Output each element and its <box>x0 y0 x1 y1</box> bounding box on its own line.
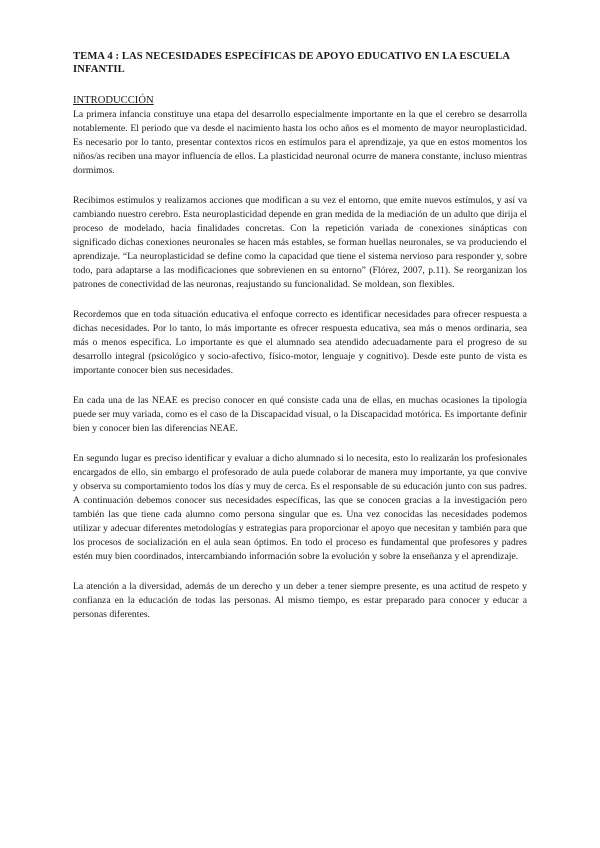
paragraph-1: La primera infancia constituye una etapa del desarrollo especialmente importante en la que el cerebro se desarrolla notablemente. El periodo que va desde el nacimiento hasta los ocho años es el momento de mayor neuroplasticidad. Es necesario por lo tanto, presentar contextos ricos en estímulos para el aprendizaje, ya que en estos momentos los niños/as reciben una mayor influencia de ellos. La plasticidad neuronal ocurre de manera constante, incluso mientras dormimos. <box>73 109 527 176</box>
paragraph-3: Recordemos que en toda situación educativa el enfoque correcto es identificar necesidades para ofrecer respuesta a dichas necesidades. Por lo tanto, lo más importante es ofrecer respuesta educativa, sea más o menos ordinaria, sea más o menos específica. Lo importante es que el alumnado sea atendido adecuadamente para el progreso de su desarrollo integral (psicológico y socio-afectivo, físico-motor, lenguaje y cognitivo). Desde este punto de vista es importante conocer bien sus necesidades. <box>73 309 527 376</box>
paragraph-5: En segundo lugar es preciso identificar y evaluar a dicho alumnado si lo necesita, esto lo realizarán los profesionales encargados de ello, sin embargo el profesorado de aula puede colaborar de manera muy importante, ya que convive y observa su comportamiento todos los días y muy de cerca. Es el responsable de su educación junto con sus padres. A continuación debemos conocer sus necesidades específicas, las que se conocen gracias a la investigación pero también las que tiene cada alumno como persona singular que es. Una vez conocidas las necesidades podemos utilizar y adecuar diferentes metodologías y estrategias para proporcionar el apoyo que necesitan y también para que los procesos de socialización en el aula sean óptimos. En todo el proceso es fundamental que profesores y padres estén muy bien coordinados, intercambiando información sobre la evolución y sobre la enseñanza y el aprendizaje. <box>73 453 527 562</box>
section-heading-introduccion: INTRODUCCIÓN <box>73 95 154 106</box>
document-title: TEMA 4 : LAS NECESIDADES ESPECÍFICAS DE APOYO EDUCATIVO EN LA ESCUELA INFANTIL <box>73 51 510 75</box>
paragraph-2: Recibimos estímulos y realizamos acciones que modifican a su vez el entorno, que emite nuevos estímulos, y así va cambiando nuestro cerebro. Esta neuroplasticidad depende en gran medida de la mediación de un adulto que dirija el proceso de modelado, hacia finalidades concretas. Con la repetición variada de conexiones sinápticas con significado dichas conexiones neuronales se hacen más estables, se forman huellas neuronales, se va produciendo el aprendizaje. “La neuroplasticidad se define como la capacidad que tiene el sistema nervioso para responder y, sobre todo, para adaptarse a las modificaciones que sobrevienen en su entorno” (Flórez, 2007, p.11). Se reorganizan los patrones de conectividad de las neuronas, reajustando su funcionalidad. Se moldean, son flexibles. <box>73 195 527 290</box>
paragraph-4: En cada una de las NEAE es preciso conocer en qué consiste cada una de ellas, en muchas ocasiones la tipología puede ser muy variada, como es el caso de la Discapacidad visual, o la Discapacidad motórica. Es importante definir bien y conocer bien las diferencias NEAE. <box>73 395 527 434</box>
paragraph-6: La atención a la diversidad, además de un derecho y un deber a tener siempre presente, es una actitud de respeto y confianza en la educación de todas las personas. Al mismo tiempo, es estar preparado para conocer y educar a personas diferentes. <box>73 581 527 620</box>
